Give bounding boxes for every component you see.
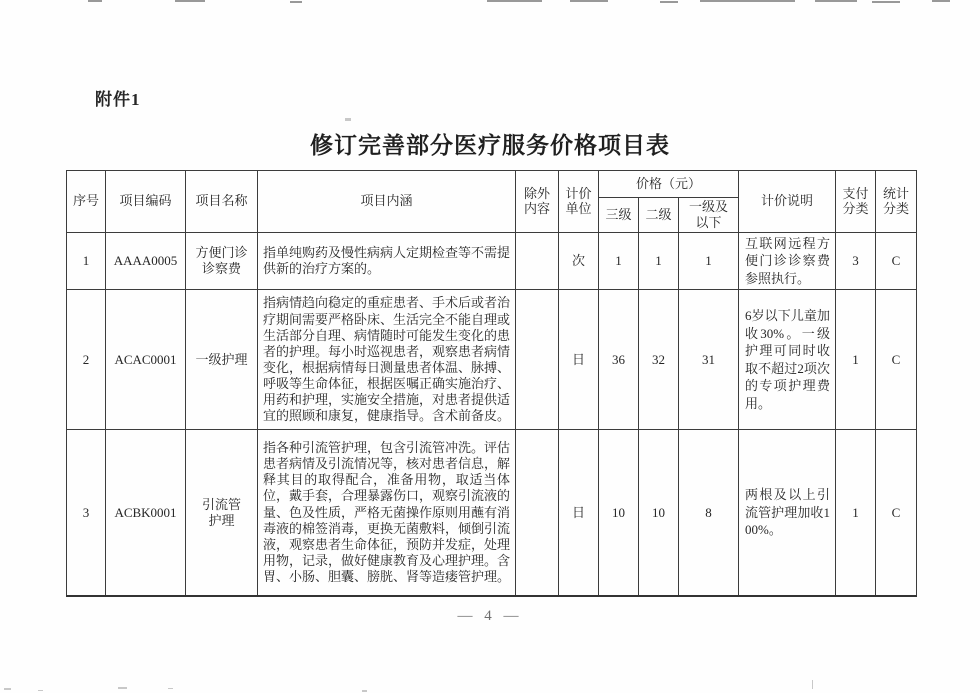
cell-stat-class: C	[876, 430, 917, 596]
cell-exclusion	[516, 430, 559, 596]
cell-stat-class: C	[876, 232, 917, 290]
cell-content: 指病情趋向稳定的重症患者、手术后或者治疗期间需要严格卧床、生活完全不能自理或生活部分自理、病情随时可能发生变化的患者的护理。每小时巡视患者，观察患者病情变化，根据病情每日测量患者体温、脉搏、呼吸等生命体征，根据医嘱正确实施治疗、用药和护理，实施安全措施，对患者提供适宜的照顾和康复，健康指导。含术前备皮。	[258, 290, 516, 430]
cell-tier1: 1	[679, 232, 739, 290]
header-tier2: 二级	[639, 198, 679, 233]
cell-stat-class: C	[876, 290, 917, 430]
cell-pricing-note: 6岁以下儿童加收30%。一级护理可同时收取不超过2项次的专项护理费用。	[739, 290, 836, 430]
table-row	[67, 290, 917, 430]
document-title: 修订完善部分医疗服务价格项目表	[310, 133, 670, 158]
header-exclusion: 除外内容	[516, 171, 559, 233]
header-pricing-note: 计价说明	[739, 171, 836, 233]
medical-service-price-table	[66, 170, 917, 597]
cell-pricing-note: 互联网远程方便门诊诊察费参照执行。	[739, 232, 836, 290]
cell-code: AAAA0005	[106, 232, 186, 290]
cell-name	[186, 430, 258, 596]
header-tier1-below-label: 一级及以下	[689, 199, 729, 230]
cell-unit: 次	[559, 232, 599, 290]
cell-content: 指单纯购药及慢性病病人定期检查等不需提供新的治疗方案的。	[258, 232, 516, 290]
cell-name	[186, 290, 258, 430]
header-content: 项目内涵	[258, 171, 516, 233]
header-serial: 序号	[67, 171, 106, 233]
cell-tier1: 31	[679, 290, 739, 430]
attachment-label: 附件1	[95, 90, 141, 109]
cell-tier3: 36	[599, 290, 639, 430]
cell-serial: 2	[67, 290, 106, 430]
cell-serial: 3	[67, 430, 106, 596]
cell-exclusion	[516, 232, 559, 290]
cell-tier2: 10	[639, 430, 679, 596]
header-stat-class: 统计分类	[876, 171, 917, 233]
header-tier3: 三级	[599, 198, 639, 233]
cell-serial: 1	[67, 232, 106, 290]
cell-tier3: 10	[599, 430, 639, 596]
header-name: 项目名称	[186, 171, 258, 233]
table-row	[67, 430, 917, 596]
cell-pricing-note: 两根及以上引流管护理加收100%。	[739, 430, 836, 596]
header-payment-class: 支付分类	[836, 171, 876, 233]
cell-code: ACAC0001	[106, 290, 186, 430]
cell-unit: 日	[559, 290, 599, 430]
cell-exclusion	[516, 290, 559, 430]
cell-name-text: 引流管护理	[201, 496, 241, 528]
cell-tier3: 1	[599, 232, 639, 290]
cell-tier2: 32	[639, 290, 679, 430]
cell-tier2: 1	[639, 232, 679, 290]
header-code: 项目编码	[106, 171, 186, 233]
cell-unit: 日	[559, 430, 599, 596]
header-price-group: 价格（元）	[599, 171, 739, 198]
cell-content: 指各种引流管护理，包含引流管冲洗。评估患者病情及引流情况等，核对患者信息，解释其目的取得配合，准备用物，取适当体位，戴手套，合理暴露伤口，观察引流液的量、色及性质，严格无菌操作原则用蘸有消毒液的棉签消毒，更换无菌敷料，倾倒引流液，观察患者生命体征，预防并发症，处理用物，记录，做好健康教育及心理护理。含胃、小肠、胆囊、膀胱、肾等造瘘管护理。	[258, 430, 516, 596]
cell-name-text: 一级护理	[195, 351, 248, 367]
cell-name-text: 方便门诊诊察费	[195, 245, 248, 277]
table-row	[67, 232, 917, 290]
page-number: — 4 —	[457, 608, 523, 624]
header-tier1-below	[679, 198, 739, 233]
cell-payment-class: 3	[836, 232, 876, 290]
cell-payment-class: 1	[836, 430, 876, 596]
cell-tier1: 8	[679, 430, 739, 596]
header-unit: 计价单位	[559, 171, 599, 233]
cell-code: ACBK0001	[106, 430, 186, 596]
cell-payment-class: 1	[836, 290, 876, 430]
cell-name	[186, 232, 258, 290]
